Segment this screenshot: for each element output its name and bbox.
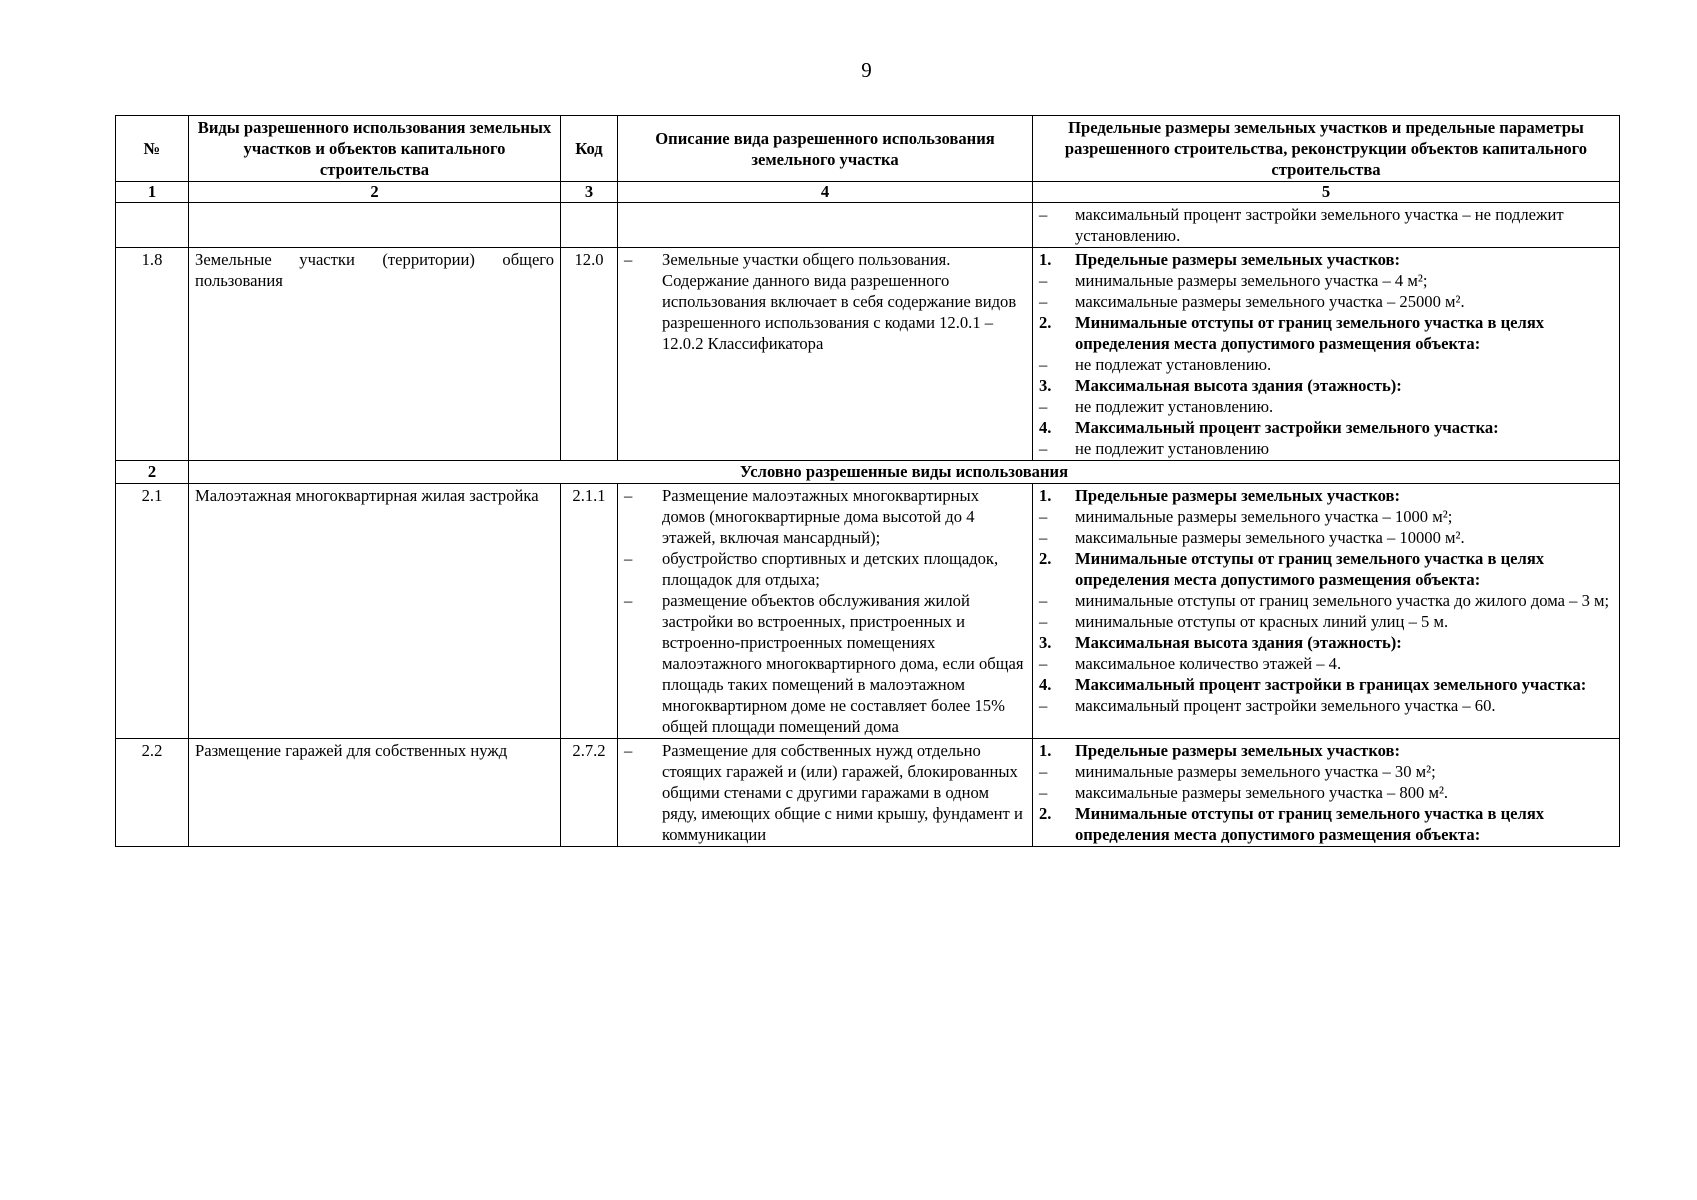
list-item-text: максимальные размеры земельного участка – 10000 м². (1075, 528, 1465, 547)
list-item (1039, 527, 1613, 548)
cell-description (618, 203, 1033, 248)
section-no: 2 (116, 461, 189, 484)
list-marker: – (624, 741, 633, 760)
list-item (1039, 611, 1613, 632)
list-item-text: Максимальный процент застройки земельного участка: (1075, 418, 1499, 437)
page-number: 9 (861, 58, 872, 82)
list-item-text: размещение объектов обслуживания жилой застройки во встроенных, пристроенных и встроенно-пристроенных помещениях малоэтажного многоквартирного дома, если общая площадь таких помещений в малоэтажном многоквартирном доме не составляет более 15% общей площади помещений дома (662, 591, 1024, 736)
list-marker: – (1039, 762, 1048, 781)
list-marker: – (1039, 397, 1048, 416)
requirement-heading (1039, 312, 1613, 354)
section-row-2 (116, 461, 1620, 484)
column-number: 2 (189, 182, 561, 203)
list-marker: – (1039, 783, 1048, 802)
list-item (624, 548, 1026, 590)
list-item-text: максимальные размеры земельного участка – 25000 м². (1075, 292, 1465, 311)
cell-code (561, 203, 618, 248)
cell-no: 1.8 (116, 248, 189, 461)
list-marker: – (624, 250, 633, 269)
requirement-heading (1039, 375, 1613, 396)
cell-code: 2.7.2 (561, 739, 618, 847)
list-marker: – (1039, 528, 1048, 547)
list-marker: – (1039, 591, 1048, 610)
list-item-text: максимальный процент застройки земельного участка – 60. (1075, 696, 1496, 715)
list-marker: 4. (1039, 675, 1052, 694)
header-limits: Предельные размеры земельных участков и предельные параметры разрешенного строительства, реконструкции объектов капитального строительства (1033, 116, 1620, 182)
list-item-text: не подлежит установлению. (1075, 397, 1274, 416)
header-row (116, 116, 1620, 182)
list-marker: – (624, 486, 633, 505)
land-use-table (115, 115, 1620, 847)
cell-name: Размещение гаражей для собственных нужд (189, 739, 561, 847)
list-item-text: минимальные размеры земельного участка – 4 м²; (1075, 271, 1428, 290)
column-number: 5 (1033, 182, 1620, 203)
list-marker: – (1039, 654, 1048, 673)
requirement-heading (1039, 632, 1613, 653)
cell-no (116, 203, 189, 248)
list-marker: 1. (1039, 486, 1052, 505)
list-item-text: Предельные размеры земельных участков: (1075, 486, 1401, 505)
list-item-text: Предельные размеры земельных участков: (1075, 250, 1401, 269)
cell-limits (1033, 739, 1620, 847)
list-marker: – (624, 549, 633, 568)
list-item (1039, 270, 1613, 291)
column-number: 4 (618, 182, 1033, 203)
header-code: Код (561, 116, 618, 182)
cell-no: 2.2 (116, 739, 189, 847)
list-item (624, 590, 1026, 737)
list-item-text: максимальные размеры земельного участка – 800 м². (1075, 783, 1449, 802)
list-item-text: Максимальный процент застройки в границах земельного участка: (1075, 675, 1587, 694)
list-marker: – (1039, 271, 1048, 290)
list-marker: – (1039, 355, 1048, 374)
requirement-heading (1039, 740, 1613, 761)
cell-description (618, 484, 1033, 739)
list-marker: 3. (1039, 633, 1052, 652)
list-item-text: минимальные отступы от границ земельного участка до жилого дома – 3 м; (1075, 591, 1610, 610)
list-item (1039, 396, 1613, 417)
table-row-2-1 (116, 484, 1620, 739)
cell-no: 2.1 (116, 484, 189, 739)
list-item (624, 740, 1026, 845)
list-item-text: Минимальные отступы от границ земельного участка в целях определения места допустимого размещения объекта: (1075, 313, 1545, 353)
cell-code: 2.1.1 (561, 484, 618, 739)
header-no: № (116, 116, 189, 182)
list-item-text: Максимальная высота здания (этажность): (1075, 633, 1402, 652)
list-item-text: минимальные отступы от красных линий улиц – 5 м. (1075, 612, 1449, 631)
cell-limits (1033, 248, 1620, 461)
list-marker: – (1039, 205, 1048, 224)
table-row-1-8 (116, 248, 1620, 461)
column-number: 3 (561, 182, 618, 203)
list-item-text: Размещение малоэтажных многоквартирных домов (многоквартирные дома высотой до 4 этажей, включая мансардный); (662, 486, 979, 547)
requirement-heading (1039, 803, 1613, 845)
list-item (1039, 204, 1613, 246)
list-item (1039, 506, 1613, 527)
list-marker: 2. (1039, 313, 1052, 332)
list-item (1039, 590, 1613, 611)
cell-name: Малоэтажная многоквартирная жилая застройка (189, 484, 561, 739)
cell-name: Земельные участки (территории) общего пользования (189, 248, 561, 461)
list-item-text: минимальные размеры земельного участка – 1000 м²; (1075, 507, 1453, 526)
list-item (1039, 695, 1613, 716)
list-marker: 1. (1039, 741, 1052, 760)
list-item (624, 249, 1026, 354)
list-item-text: Минимальные отступы от границ земельного участка в целях определения места допустимого размещения объекта: (1075, 549, 1545, 589)
table-row-continued (116, 203, 1620, 248)
list-item-text: максимальное количество этажей – 4. (1075, 654, 1342, 673)
requirement-heading (1039, 674, 1613, 695)
section-title: Условно разрешенные виды использования (189, 461, 1620, 484)
column-numbers-row (116, 182, 1620, 203)
requirement-heading (1039, 249, 1613, 270)
header-type: Виды разрешенного использования земельных участков и объектов капитального строительства (189, 116, 561, 182)
list-item (624, 485, 1026, 548)
list-item-text: Максимальная высота здания (этажность): (1075, 376, 1402, 395)
list-marker: – (1039, 696, 1048, 715)
requirement-heading (1039, 417, 1613, 438)
cell-description (618, 248, 1033, 461)
list-item (1039, 653, 1613, 674)
column-number: 1 (116, 182, 189, 203)
list-marker: 1. (1039, 250, 1052, 269)
cell-description (618, 739, 1033, 847)
cell-code: 12.0 (561, 248, 618, 461)
list-item (1039, 354, 1613, 375)
list-marker: – (1039, 292, 1048, 311)
list-item-text: максимальный процент застройки земельного участка – не подлежит установлению. (1075, 205, 1564, 245)
list-marker: 4. (1039, 418, 1052, 437)
list-item (1039, 761, 1613, 782)
list-item-text: обустройство спортивных и детских площадок, площадок для отдыха; (662, 549, 999, 589)
list-marker: 3. (1039, 376, 1052, 395)
cell-limits (1033, 203, 1620, 248)
list-marker: – (624, 591, 633, 610)
cell-limits (1033, 484, 1620, 739)
requirement-heading (1039, 485, 1613, 506)
list-item-text: Размещение для собственных нужд отдельно стоящих гаражей и (или) гаражей, блокированных общими стенами с другими гаражами в одном ряду, имеющих общие с ними крышу, фундамент и коммуникации (662, 741, 1023, 844)
list-item-text: не подлежит установлению (1075, 439, 1270, 458)
list-item-text: Предельные размеры земельных участков: (1075, 741, 1401, 760)
list-item (1039, 782, 1613, 803)
cell-name (189, 203, 561, 248)
list-item-text: Земельные участки общего пользования. Содержание данного вида разрешенного использования включает в себя содержание видов разрешенного использования с кодами 12.0.1 – 12.0.2 Классификатора (662, 250, 1017, 353)
list-item-text: Минимальные отступы от границ земельного участка в целях определения места допустимого размещения объекта: (1075, 804, 1545, 844)
list-marker: 2. (1039, 549, 1052, 568)
table-row-2-2 (116, 739, 1620, 847)
header-description: Описание вида разрешенного использования земельного участка (618, 116, 1033, 182)
list-item (1039, 438, 1613, 459)
list-item-text: минимальные размеры земельного участка – 30 м²; (1075, 762, 1436, 781)
list-marker: – (1039, 612, 1048, 631)
list-marker: – (1039, 439, 1048, 458)
list-marker: 2. (1039, 804, 1052, 823)
list-marker: – (1039, 507, 1048, 526)
list-item (1039, 291, 1613, 312)
list-item-text: не подлежат установлению. (1075, 355, 1272, 374)
requirement-heading (1039, 548, 1613, 590)
